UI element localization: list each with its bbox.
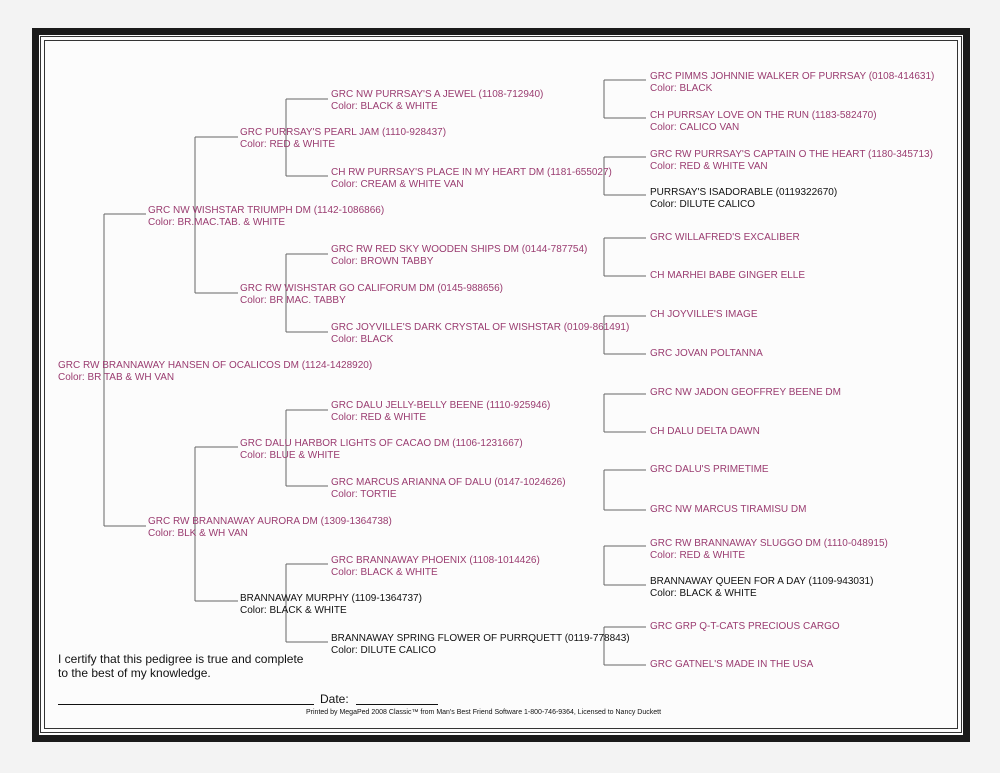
cat-name: CH DALU DELTA DAWN (650, 426, 760, 437)
pedigree-gen5 (650, 110, 877, 134)
cat-color: Color: CREAM & WHITE VAN (331, 179, 464, 190)
pedigree-gen5 (650, 270, 805, 282)
pedigree-gen5 (650, 464, 769, 476)
pedigree-great-grandparent (331, 244, 587, 268)
certification-line-2: to the best of my knowledge. (58, 666, 211, 680)
cat-color: Color: BLACK & WHITE (331, 567, 438, 578)
cat-name: GRC GRP Q-T-CATS PRECIOUS CARGO (650, 621, 840, 632)
cat-name: GRC MARCUS ARIANNA OF DALU (0147-1024626) (331, 477, 566, 488)
pedigree-great-grandparent (331, 322, 629, 346)
pedigree-gen5 (650, 504, 806, 516)
cat-name: GRC RW BRANNAWAY SLUGGO DM (1110-048915) (650, 538, 888, 549)
cat-color: Color: DILUTE CALICO (650, 199, 756, 210)
cat-name: GRC PIMMS JOHNNIE WALKER OF PURRSAY (0108-414631) (650, 71, 935, 82)
pedigree-gen5 (650, 71, 934, 95)
cat-name: GRC GATNEL'S MADE IN THE USA (650, 659, 814, 670)
cat-color: Color: BROWN TABBY (331, 256, 434, 267)
cat-color: Color: BLUE & WHITE (240, 450, 341, 461)
cat-name: GRC JOVAN POLTANNA (650, 348, 763, 359)
cat-color: Color: BR.MAC.TAB. & WHITE (148, 217, 286, 228)
cat-color: Color: BR TAB & WH VAN (58, 372, 175, 383)
cat-name: GRC RW BRANNAWAY HANSEN OF OCALICOS DM (1124-1428920) (58, 360, 373, 371)
cat-color: Color: BLACK (650, 83, 713, 94)
cat-color: Color: BLACK & WHITE (240, 605, 347, 616)
cat-name: GRC RW RED SKY WOODEN SHIPS DM (0144-787754) (331, 244, 588, 255)
cat-name: GRC RW PURRSAY'S CAPTAIN O THE HEART (1180-345713) (650, 149, 933, 160)
pedigree-sire (148, 205, 384, 229)
cat-color: Color: CALICO VAN (650, 122, 740, 133)
cat-name: GRC NW JADON GEOFFREY BEENE DM (650, 387, 841, 398)
cat-name: CH MARHEI BABE GINGER ELLE (650, 270, 806, 281)
cat-name: GRC NW WISHSTAR TRIUMPH DM (1142-1086866) (148, 205, 385, 216)
cat-name: CH RW PURRSAY'S PLACE IN MY HEART DM (1181-655027) (331, 167, 612, 178)
cat-color: Color: RED & WHITE (650, 550, 746, 561)
cat-color: Color: BR MAC. TABBY (240, 295, 346, 306)
pedigree-great-grandparent (331, 633, 630, 657)
pedigree-great-grandparent (331, 477, 566, 501)
pedigree-gen5 (650, 576, 873, 600)
cat-color: Color: TORTIE (331, 489, 397, 500)
cat-name: GRC DALU JELLY-BELLY BEENE (1110-925946) (331, 400, 551, 411)
cat-name: GRC PURRSAY'S PEARL JAM (1110-928437) (240, 127, 447, 138)
cat-color: Color: RED & WHITE VAN (650, 161, 768, 172)
pedigree-gen5 (650, 621, 840, 633)
printed-by-footer: Printed by MegaPed 2008 Classic™ from Man's Best Friend Software 1-800-746-9364, Licensed to Nancy Duckett (306, 709, 662, 716)
pedigree-grandparent (240, 283, 503, 307)
cat-name: GRC NW PURRSAY'S A JEWEL (1108-712940) (331, 89, 544, 100)
certification-statement (58, 652, 303, 680)
pedigree-gen5 (650, 538, 888, 562)
pedigree-dam (148, 516, 392, 540)
cat-name: GRC RW WISHSTAR GO CALIFORUM DM (0145-988656) (240, 283, 504, 294)
cat-name: GRC WILLAFRED'S EXCALIBER (650, 232, 800, 243)
cat-color: Color: BLACK & WHITE (331, 101, 438, 112)
pedigree-gen5 (650, 348, 763, 360)
pedigree-grandparent (240, 593, 422, 617)
cat-name: BRANNAWAY MURPHY (1109-1364737) (240, 593, 422, 604)
pedigree-grandparent (240, 127, 446, 151)
cat-name: CH PURRSAY LOVE ON THE RUN (1183-582470) (650, 110, 877, 121)
pedigree-great-grandparent (331, 555, 540, 579)
cat-name: GRC JOYVILLE'S DARK CRYSTAL OF WISHSTAR (0109-861491) (331, 322, 630, 333)
cat-name: GRC DALU'S PRIMETIME (650, 464, 769, 475)
cat-name: BRANNAWAY QUEEN FOR A DAY (1109-943031) (650, 576, 874, 587)
pedigree-subject (58, 360, 372, 384)
cat-name: BRANNAWAY SPRING FLOWER OF PURRQUETT (0119-778843) (331, 633, 630, 644)
pedigree-gen5 (650, 232, 800, 244)
cat-color: Color: RED & WHITE (240, 139, 336, 150)
cat-color: Color: BLACK (331, 334, 394, 345)
pedigree-grandparent (240, 438, 523, 462)
cat-name: GRC DALU HARBOR LIGHTS OF CACAO DM (1106-1231667) (240, 438, 523, 449)
signature-line (58, 704, 314, 705)
cat-name: GRC RW BRANNAWAY AURORA DM (1309-1364738) (148, 516, 392, 527)
cat-color: Color: RED & WHITE (331, 412, 427, 423)
cat-name: GRC BRANNAWAY PHOENIX (1108-1014426) (331, 555, 540, 566)
pedigree-great-grandparent (331, 89, 543, 113)
cat-name: GRC NW MARCUS TIRAMISU DM (650, 504, 807, 515)
cat-name: PURRSAY'S ISADORABLE (0119322670) (650, 187, 838, 198)
cat-name: CH JOYVILLE'S IMAGE (650, 309, 758, 320)
pedigree-gen5 (650, 659, 813, 671)
pedigree-gen5 (650, 387, 841, 399)
date-label: Date: (320, 692, 349, 706)
pedigree-gen5 (650, 187, 837, 211)
date-line (356, 704, 438, 705)
pedigree-great-grandparent (331, 167, 612, 191)
certification-line-1: I certify that this pedigree is true and complete (58, 652, 304, 666)
pedigree-gen5 (650, 149, 933, 173)
pedigree-great-grandparent (331, 400, 550, 424)
cat-color: Color: DILUTE CALICO (331, 645, 437, 656)
pedigree-gen5 (650, 309, 758, 321)
cat-color: Color: BLK & WH VAN (148, 528, 248, 539)
cat-color: Color: BLACK & WHITE (650, 588, 757, 599)
pedigree-gen5 (650, 426, 760, 438)
